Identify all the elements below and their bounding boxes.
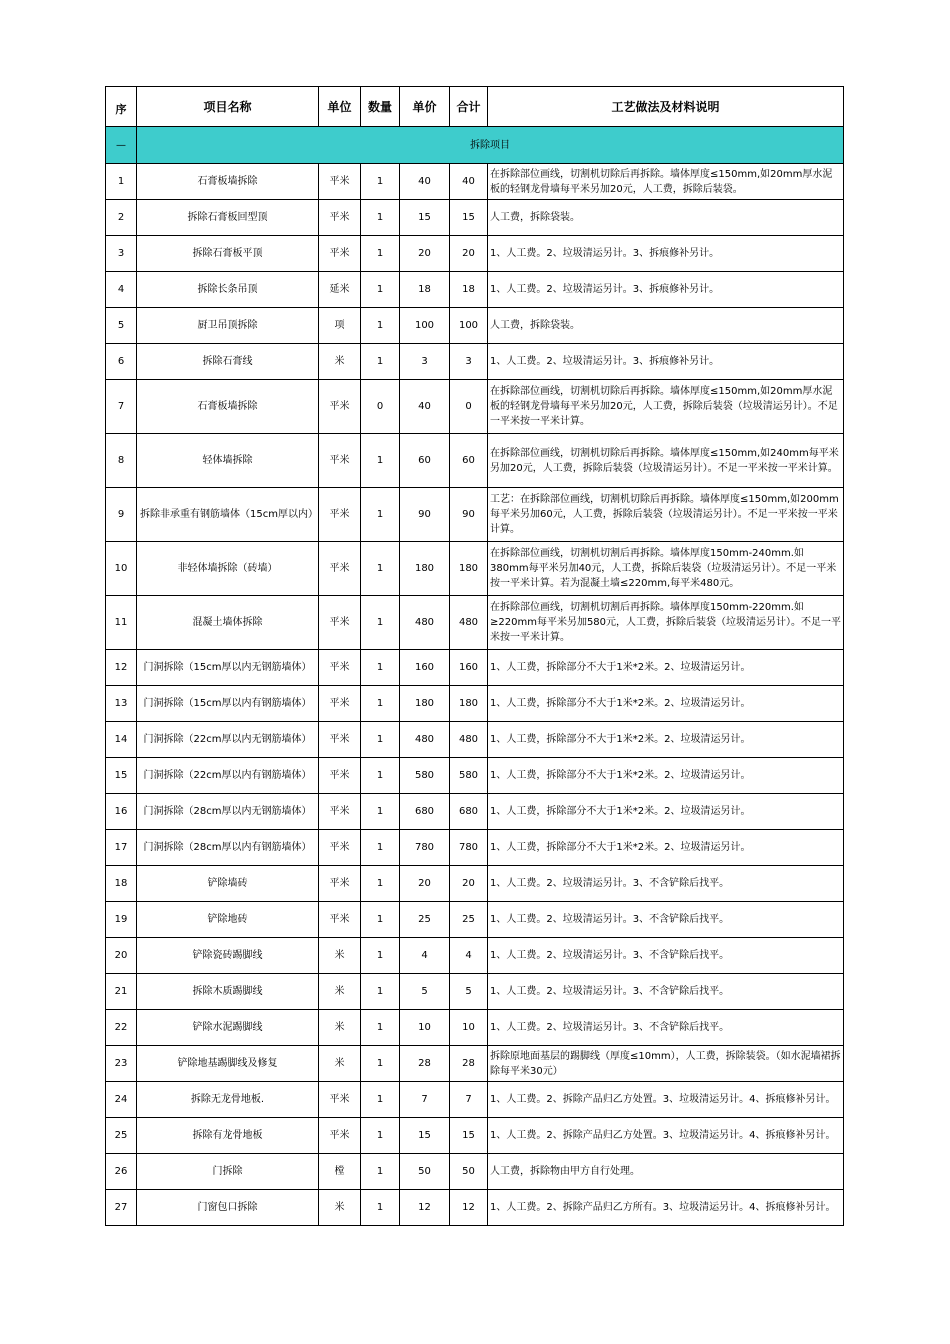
cell-price: 15 [400,1118,450,1154]
cell-unit: 项 [319,308,361,344]
cell-qty: 1 [361,596,400,650]
cell-total: 28 [450,1046,488,1082]
cell-unit: 平米 [319,200,361,236]
table-row [106,200,844,236]
table-row [106,236,844,272]
table-row [106,434,844,488]
cell-price: 18 [400,272,450,308]
cell-name: 铲除瓷砖踢脚线 [137,938,319,974]
cell-name: 厨卫吊顶拆除 [137,308,319,344]
cell-price: 50 [400,1154,450,1190]
cell-unit: 樘 [319,1154,361,1190]
cell-name: 铲除地砖 [137,902,319,938]
cell-name: 铲除墙砖 [137,866,319,902]
table-row [106,1190,844,1226]
cell-total: 60 [450,434,488,488]
table-row [106,344,844,380]
cell-desc: 1、人工费，拆除部分不大于1米*2米。2、垃圾清运另计。 [488,794,844,830]
cell-seq: 21 [106,974,137,1010]
cell-price: 180 [400,686,450,722]
table-row [106,758,844,794]
cell-seq: 4 [106,272,137,308]
cell-price: 90 [400,488,450,542]
quote-table [105,86,844,1226]
cell-unit: 平米 [319,794,361,830]
header-desc: 工艺做法及材料说明 [488,87,844,127]
cell-total: 20 [450,866,488,902]
cell-total: 15 [450,200,488,236]
cell-total: 90 [450,488,488,542]
cell-desc: 在拆除部位画线，切割机切除后再拆除。墙体厚度≤150mm,如20mm厚水泥板的轻钢龙骨墙每平米另加20元，人工费，拆除后装袋（垃圾清运另计）。不足一平米按一平米计算。 [488,380,844,434]
cell-total: 160 [450,650,488,686]
cell-seq: 26 [106,1154,137,1190]
cell-seq: 12 [106,650,137,686]
cell-seq: 11 [106,596,137,650]
cell-desc: 1、人工费。2、垃圾清运另计。3、不含铲除后找平。 [488,902,844,938]
cell-seq: 14 [106,722,137,758]
cell-name: 混凝土墙体拆除 [137,596,319,650]
cell-name: 门洞拆除（15cm厚以内无钢筋墙体） [137,650,319,686]
cell-total: 100 [450,308,488,344]
cell-total: 780 [450,830,488,866]
cell-unit: 平米 [319,866,361,902]
cell-name: 拆除非承重有钢筋墙体（15cm厚以内） [137,488,319,542]
cell-total: 480 [450,722,488,758]
cell-qty: 1 [361,1010,400,1046]
cell-price: 580 [400,758,450,794]
cell-name: 拆除无龙骨地板. [137,1082,319,1118]
cell-total: 180 [450,686,488,722]
cell-seq: 16 [106,794,137,830]
cell-qty: 1 [361,1046,400,1082]
cell-total: 480 [450,596,488,650]
cell-unit: 平米 [319,236,361,272]
cell-name: 铲除水泥踢脚线 [137,1010,319,1046]
cell-price: 40 [400,164,450,200]
table-row [106,902,844,938]
cell-qty: 1 [361,650,400,686]
cell-price: 480 [400,596,450,650]
cell-qty: 1 [361,830,400,866]
table-row [106,1118,844,1154]
cell-price: 10 [400,1010,450,1046]
cell-desc: 1、人工费。2、垃圾清运另计。3、拆痕修补另计。 [488,236,844,272]
section-seq: — [106,127,137,164]
header-qty: 数量 [361,87,400,127]
cell-name: 拆除石膏板回型顶 [137,200,319,236]
cell-unit: 米 [319,1190,361,1226]
cell-seq: 25 [106,1118,137,1154]
header-price: 单价 [400,87,450,127]
cell-price: 7 [400,1082,450,1118]
cell-qty: 1 [361,236,400,272]
cell-name: 门洞拆除（22cm厚以内无钢筋墙体） [137,722,319,758]
cell-name: 轻体墙拆除 [137,434,319,488]
cell-price: 20 [400,866,450,902]
cell-unit: 平米 [319,1082,361,1118]
cell-desc: 1、人工费。2、垃圾清运另计。3、不含铲除后找平。 [488,1010,844,1046]
cell-price: 180 [400,542,450,596]
table-row [106,488,844,542]
cell-total: 18 [450,272,488,308]
cell-total: 12 [450,1190,488,1226]
cell-desc: 工艺：在拆除部位画线，切割机切除后再拆除。墙体厚度≤150mm,如200mm每平米另加60元，人工费，拆除后装袋（垃圾清运另计）。不足一平米按一平米计算。 [488,488,844,542]
cell-seq: 19 [106,902,137,938]
cell-total: 40 [450,164,488,200]
cell-seq: 13 [106,686,137,722]
cell-desc: 1、人工费，拆除部分不大于1米*2米。2、垃圾清运另计。 [488,650,844,686]
cell-price: 25 [400,902,450,938]
cell-name: 拆除有龙骨地板 [137,1118,319,1154]
cell-seq: 6 [106,344,137,380]
table-row [106,1082,844,1118]
table-row [106,686,844,722]
cell-total: 20 [450,236,488,272]
cell-qty: 1 [361,1082,400,1118]
cell-price: 100 [400,308,450,344]
table-row [106,974,844,1010]
cell-qty: 1 [361,272,400,308]
cell-qty: 1 [361,344,400,380]
cell-qty: 0 [361,380,400,434]
cell-unit: 米 [319,938,361,974]
header-total: 合计 [450,87,488,127]
cell-name: 门洞拆除（15cm厚以内有钢筋墙体） [137,686,319,722]
cell-qty: 1 [361,758,400,794]
cell-seq: 22 [106,1010,137,1046]
cell-unit: 平米 [319,830,361,866]
cell-total: 5 [450,974,488,1010]
table-row [106,308,844,344]
cell-total: 180 [450,542,488,596]
cell-total: 3 [450,344,488,380]
cell-desc: 在拆除部位画线，切割机切割后再拆除。墙体厚度150mm-240mm.如380mm每平米另加40元，人工费，拆除后装袋（垃圾清运另计）。不足一平米按一平米计算。若为混凝土墙≤220mm,每平米480元。 [488,542,844,596]
cell-seq: 15 [106,758,137,794]
cell-total: 10 [450,1010,488,1046]
cell-qty: 1 [361,1154,400,1190]
cell-seq: 5 [106,308,137,344]
cell-price: 60 [400,434,450,488]
cell-desc: 1、人工费。2、垃圾清运另计。3、拆痕修补另计。 [488,272,844,308]
table-row [106,1010,844,1046]
cell-name: 拆除石膏板平顶 [137,236,319,272]
cell-name: 石膏板墙拆除 [137,164,319,200]
cell-name: 门洞拆除（22cm厚以内有钢筋墙体） [137,758,319,794]
cell-seq: 2 [106,200,137,236]
cell-desc: 拆除原地面基层的踢脚线（厚度≤10mm），人工费，拆除装袋。（如水泥墙裙拆除每平米30元） [488,1046,844,1082]
cell-price: 480 [400,722,450,758]
cell-name: 门拆除 [137,1154,319,1190]
table-row [106,1154,844,1190]
cell-unit: 平米 [319,434,361,488]
cell-qty: 1 [361,938,400,974]
cell-desc: 1、人工费。2、垃圾清运另计。3、不含铲除后找平。 [488,938,844,974]
table-row [106,164,844,200]
cell-total: 4 [450,938,488,974]
table-row [106,650,844,686]
cell-unit: 平米 [319,722,361,758]
header-seq: 序 [106,87,137,127]
cell-seq: 23 [106,1046,137,1082]
cell-unit: 平米 [319,542,361,596]
cell-qty: 1 [361,686,400,722]
cell-seq: 7 [106,380,137,434]
table-row [106,380,844,434]
cell-price: 680 [400,794,450,830]
cell-qty: 1 [361,1190,400,1226]
cell-total: 580 [450,758,488,794]
cell-name: 非轻体墙拆除（砖墙） [137,542,319,596]
table-row [106,938,844,974]
cell-unit: 平米 [319,650,361,686]
cell-price: 3 [400,344,450,380]
cell-qty: 1 [361,794,400,830]
cell-name: 拆除石膏线 [137,344,319,380]
cell-desc: 1、人工费。2、垃圾清运另计。3、不含铲除后找平。 [488,866,844,902]
table-row [106,830,844,866]
cell-qty: 1 [361,902,400,938]
table-row [106,866,844,902]
cell-unit: 平米 [319,1118,361,1154]
cell-name: 门窗包口拆除 [137,1190,319,1226]
cell-price: 160 [400,650,450,686]
header-row [106,87,844,127]
cell-price: 780 [400,830,450,866]
cell-name: 铲除地基踢脚线及修复 [137,1046,319,1082]
cell-price: 5 [400,974,450,1010]
table-row [106,1046,844,1082]
cell-unit: 延米 [319,272,361,308]
cell-qty: 1 [361,434,400,488]
cell-qty: 1 [361,164,400,200]
cell-seq: 18 [106,866,137,902]
cell-price: 20 [400,236,450,272]
cell-desc: 1、人工费，拆除部分不大于1米*2米。2、垃圾清运另计。 [488,830,844,866]
header-name: 项目名称 [137,87,319,127]
cell-desc: 人工费，拆除袋装。 [488,308,844,344]
cell-desc: 1、人工费。2、垃圾清运另计。3、拆痕修补另计。 [488,344,844,380]
table-row [106,722,844,758]
table-row [106,596,844,650]
cell-desc: 1、人工费，拆除部分不大于1米*2米。2、垃圾清运另计。 [488,758,844,794]
cell-name: 门洞拆除（28cm厚以内有钢筋墙体） [137,830,319,866]
cell-desc: 1、人工费。2、垃圾清运另计。3、不含铲除后找平。 [488,974,844,1010]
cell-qty: 1 [361,308,400,344]
cell-qty: 1 [361,866,400,902]
header-unit: 单位 [319,87,361,127]
cell-unit: 平米 [319,902,361,938]
cell-qty: 1 [361,542,400,596]
table-row [106,794,844,830]
cell-qty: 1 [361,1118,400,1154]
cell-desc: 人工费，拆除物由甲方自行处理。 [488,1154,844,1190]
cell-desc: 1、人工费。2、拆除产品归乙方所有。3、垃圾清运另计。4、拆痕修补另计。 [488,1190,844,1226]
cell-seq: 10 [106,542,137,596]
cell-price: 40 [400,380,450,434]
cell-desc: 1、人工费。2、拆除产品归乙方处置。3、垃圾清运另计。4、拆痕修补另计。 [488,1118,844,1154]
cell-unit: 平米 [319,596,361,650]
cell-unit: 平米 [319,488,361,542]
cell-name: 拆除长条吊顶 [137,272,319,308]
cell-total: 680 [450,794,488,830]
cell-qty: 1 [361,200,400,236]
cell-seq: 24 [106,1082,137,1118]
cell-desc: 在拆除部位画线，切割机切割后再拆除。墙体厚度150mm-220mm.如≥220mm每平米另加580元，人工费，拆除后装袋（垃圾清运另计）。不足一平米按一平米计算。 [488,596,844,650]
cell-name: 石膏板墙拆除 [137,380,319,434]
cell-desc: 1、人工费。2、拆除产品归乙方处置。3、垃圾清运另计。4、拆痕修补另计。 [488,1082,844,1118]
cell-seq: 9 [106,488,137,542]
cell-qty: 1 [361,488,400,542]
cell-unit: 平米 [319,758,361,794]
cell-seq: 20 [106,938,137,974]
cell-total: 25 [450,902,488,938]
cell-unit: 米 [319,1010,361,1046]
cell-price: 4 [400,938,450,974]
cell-unit: 米 [319,974,361,1010]
cell-desc: 在拆除部位画线，切割机切除后再拆除。墙体厚度≤150mm,如240mm每平米另加20元，人工费，拆除后装袋（垃圾清运另计）。不足一平米按一平米计算。 [488,434,844,488]
cell-total: 0 [450,380,488,434]
cell-unit: 米 [319,344,361,380]
cell-price: 15 [400,200,450,236]
cell-price: 28 [400,1046,450,1082]
cell-desc: 1、人工费，拆除部分不大于1米*2米。2、垃圾清运另计。 [488,722,844,758]
cell-seq: 27 [106,1190,137,1226]
cell-qty: 1 [361,722,400,758]
cell-seq: 3 [106,236,137,272]
cell-total: 50 [450,1154,488,1190]
cell-desc: 人工费，拆除袋装。 [488,200,844,236]
cell-seq: 17 [106,830,137,866]
cell-name: 拆除木质踢脚线 [137,974,319,1010]
section-title: 拆除项目 [137,127,844,164]
cell-unit: 米 [319,1046,361,1082]
cell-total: 7 [450,1082,488,1118]
table-row [106,272,844,308]
cell-qty: 1 [361,974,400,1010]
cell-unit: 平米 [319,686,361,722]
cell-desc: 在拆除部位画线，切割机切除后再拆除。墙体厚度≤150mm,如20mm厚水泥板的轻钢龙骨墙每平米另加20元，人工费，拆除后装袋。 [488,164,844,200]
cell-seq: 1 [106,164,137,200]
cell-unit: 平米 [319,380,361,434]
cell-unit: 平米 [319,164,361,200]
cell-name: 门洞拆除（28cm厚以内无钢筋墙体） [137,794,319,830]
section-row [106,127,844,164]
table-row [106,542,844,596]
cell-price: 12 [400,1190,450,1226]
cell-seq: 8 [106,434,137,488]
cell-desc: 1、人工费，拆除部分不大于1米*2米。2、垃圾清运另计。 [488,686,844,722]
cell-total: 15 [450,1118,488,1154]
